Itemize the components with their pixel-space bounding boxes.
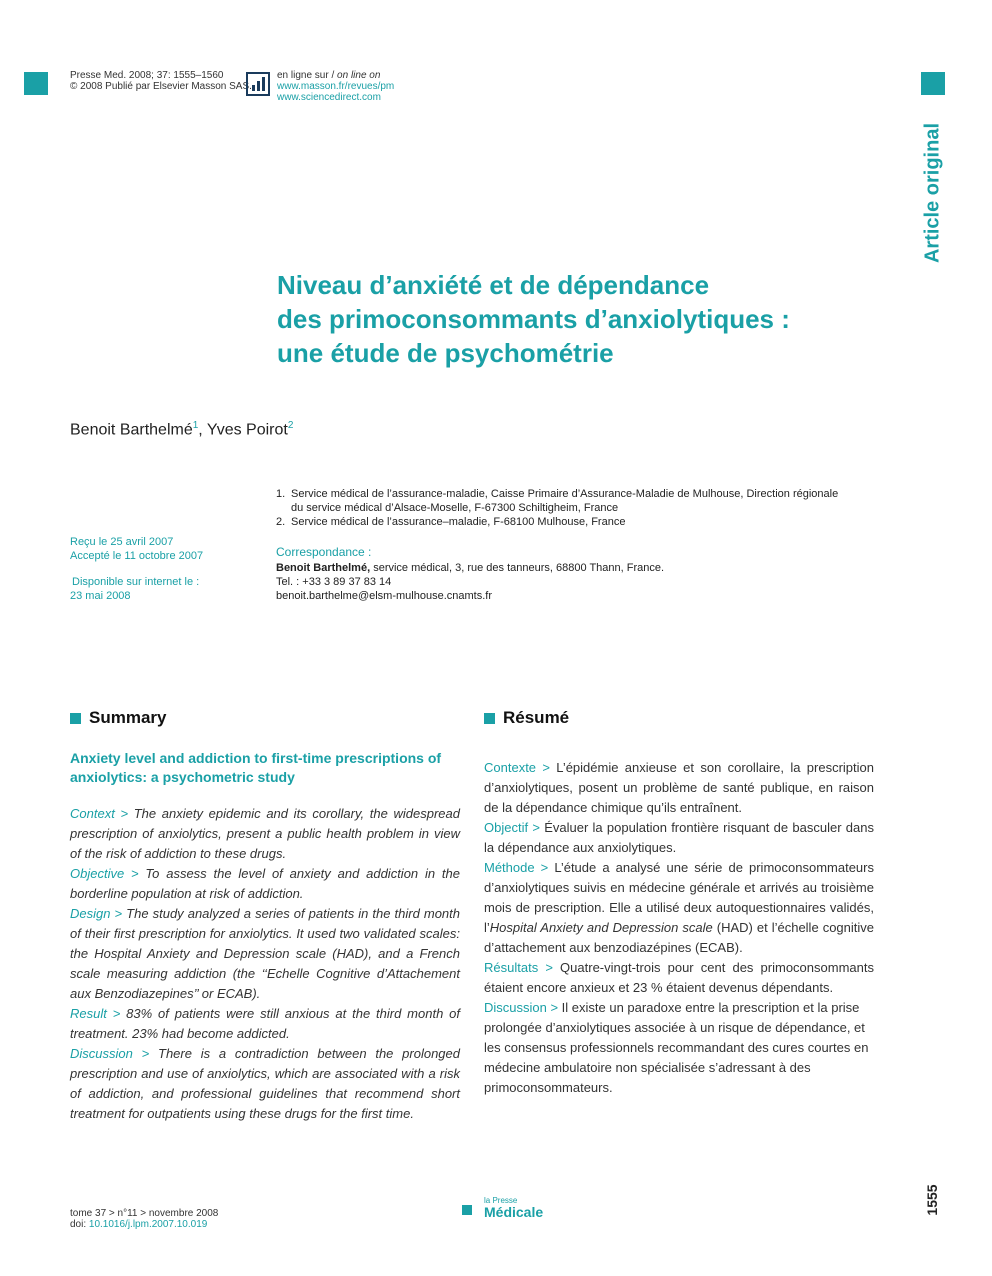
online-info <box>277 70 394 103</box>
summary-label: Context > <box>70 806 129 821</box>
resume-method <box>484 858 874 958</box>
available-label: Disponible sur internet le : <box>72 576 200 588</box>
resume-label: Résultats > <box>484 960 553 975</box>
resume-label: Contexte > <box>484 760 550 775</box>
online-label-en: on line on <box>337 70 381 81</box>
page-number-text: 1555 <box>924 1184 940 1216</box>
resume-label: Objectif > <box>484 820 540 835</box>
resume-discussion <box>484 998 874 1098</box>
title-line-3: une étude de psychométrie <box>277 338 614 368</box>
resume-label: Discussion > <box>484 1000 559 1015</box>
affiliation-num: 1. <box>276 488 286 500</box>
accepted-date: Accepté le 11 octobre 2007 <box>70 550 204 562</box>
title-line-2: des primoconsommants d’anxiolytiques : <box>277 304 790 334</box>
resume-text-italic: Hospital Anxiety and Depression scale <box>489 920 713 935</box>
doi-link[interactable]: 10.1016/j.lpm.2007.10.019 <box>88 1219 208 1230</box>
author-1-affil: 1 <box>192 420 199 431</box>
summary-text: 83% of patients were still anxious at the third month of treatment. 23% had become addicted. <box>70 1006 460 1041</box>
corner-square-right <box>921 72 945 95</box>
summary-heading-text: Summary <box>89 708 167 727</box>
summary-design <box>70 904 460 1004</box>
summary-label: Design > <box>70 906 123 921</box>
affiliation-1 <box>276 487 876 515</box>
summary-text: To assess the level of anxiety and addiction in the borderline population at risk of addiction. <box>70 866 460 901</box>
logo-small-text: la Presse <box>484 1196 518 1205</box>
resume-text: (HAD) et l’échelle cognitive d’attachement aux benzodiazépines (ECAB). <box>484 920 874 955</box>
resume-heading-text: Résumé <box>503 708 570 727</box>
author-2-affil: 2 <box>287 420 294 431</box>
resume-results <box>484 958 874 998</box>
online-label: en ligne sur / <box>277 70 335 81</box>
resume-objective <box>484 818 874 858</box>
journal-citation <box>70 70 252 92</box>
section-marker-icon <box>70 713 81 724</box>
summary-text: The anxiety epidemic and its corollary, the widespread prescription of anxiolytics, present a public health problem in view of the risk of addiction to these drugs. <box>70 806 460 861</box>
affiliation-1-line-2: du service médical d’Alsace-Moselle, F-67300 Schiltigheim, France <box>291 502 619 514</box>
affiliation-1-line-1: Service médical de l’assurance-maladie, Caisse Primaire d’Assurance-Maladie de Mulhouse, Direction régionale <box>291 488 839 500</box>
summary-title: Anxiety level and addiction to first-time prescriptions of anxiolytics: a psychometric study <box>70 750 442 785</box>
authors <box>70 420 293 439</box>
doi-label: doi: <box>70 1219 89 1230</box>
summary-label: Objective > <box>70 866 139 881</box>
resume-text: Quatre-vingt-trois pour cent des primoconsommants étaient encore anxieux et 23 % étaient devenus dépendants. <box>484 960 874 995</box>
summary-heading <box>70 708 460 728</box>
summary-result <box>70 1004 460 1044</box>
summary-text: The study analyzed a series of patients in the third month of their first prescription for anxiolytics. It used two validated scales: the Hospital Anxiety and Depression scale (HAD), and a French scale measuring addiction (the ‘‘Echelle Cognitive d’Attachement aux Benzodiazepines’’ or ECAB). <box>70 906 460 1001</box>
copyright: © 2008 Publié par Elsevier Masson SAS. <box>70 81 252 92</box>
footer-issue <box>70 1208 218 1230</box>
correspondence-email[interactable]: benoit.barthelme@elsm-mulhouse.cnamts.fr <box>276 590 492 602</box>
affiliation-2 <box>276 515 876 529</box>
resume-text: Il existe un paradoxe entre la prescription et la prise prolongée d’anxiolytiques associée à un risque de dépendance, et les consensus professionnels recommandant des cures courtes en médecine ambulatoire non spécialisée s’adressant à des primoconsommateurs. <box>484 1000 869 1095</box>
affiliation-2-line-1: Service médical de l’assurance–maladie, F-68100 Mulhouse, France <box>291 516 626 528</box>
affiliation-num: 2. <box>276 516 286 528</box>
correspondence-label: Correspondance : <box>276 545 372 559</box>
summary-context <box>70 804 460 864</box>
correspondence-address: service médical, 3, rue des tanneurs, 68800 Thann, France. <box>370 562 665 574</box>
section-marker-icon <box>484 713 495 724</box>
corner-square-left <box>24 72 48 95</box>
url-sciencedirect[interactable]: www.sciencedirect.com <box>277 92 381 103</box>
online-logo-icon <box>246 72 270 96</box>
resume-heading <box>484 708 874 728</box>
summary-discussion <box>70 1044 460 1124</box>
affiliations <box>276 487 876 529</box>
resume-section <box>484 708 874 1098</box>
article-type-text: Article original <box>921 122 944 263</box>
resume-text: L’épidémie anxieuse et son corollaire, la prescription d’anxiolytiques, posent un problème de santé publique, en raison de la dépendance chimique qu’ils entraînent. <box>484 760 874 815</box>
article-title <box>277 268 790 370</box>
resume-text: Évaluer la population frontière risquant de basculer dans la dépendance aux anxiolytiques. <box>484 820 874 855</box>
correspondence-tel: Tel. : +33 3 89 37 83 14 <box>276 576 392 588</box>
logo-big-text: Médicale <box>484 1204 544 1220</box>
journal-logo <box>484 1196 543 1219</box>
available-date: 23 mai 2008 <box>70 590 131 602</box>
summary-label: Discussion > <box>70 1046 150 1061</box>
author-2: Yves Poirot <box>206 421 288 439</box>
correspondence-name: Benoit Barthelmé, <box>276 562 371 574</box>
summary-section <box>70 708 460 1124</box>
author-separator: , <box>198 421 207 439</box>
page-number <box>915 1180 949 1220</box>
summary-text: There is a contradiction between the prolonged prescription and use of anxiolytics, which are associated with a risk of addiction, and professional guidelines that recommend short treatment for outpatients using these drugs for the first time. <box>70 1046 461 1121</box>
title-line-1: Niveau d’anxiété et de dépendance <box>277 270 710 300</box>
article-dates <box>70 535 203 603</box>
resume-context <box>484 758 874 818</box>
resume-text: L’étude a analysé une série de primoconsommateurs d’anxiolytiques suivis en médecine générale et arrivés au troisième mois de prescription. Elle a utilisé deux autoquestionnaires validés, l’ <box>484 860 874 935</box>
author-1: Benoit Barthelmé <box>70 421 193 439</box>
footer-logo-square <box>462 1205 472 1215</box>
journal-ref: Presse Med. 2008; 37: 1555–1560 <box>70 70 224 81</box>
received-date: Reçu le 25 avril 2007 <box>70 536 174 548</box>
resume-spacer <box>484 728 874 758</box>
summary-objective <box>70 864 460 904</box>
summary-label: Result > <box>70 1006 121 1021</box>
url-masson[interactable]: www.masson.fr/revues/pm <box>277 81 395 92</box>
resume-label: Méthode > <box>484 860 549 875</box>
article-type-label <box>918 120 948 265</box>
issue-info: tome 37 > n°11 > novembre 2008 <box>70 1208 219 1219</box>
correspondence <box>276 545 664 603</box>
